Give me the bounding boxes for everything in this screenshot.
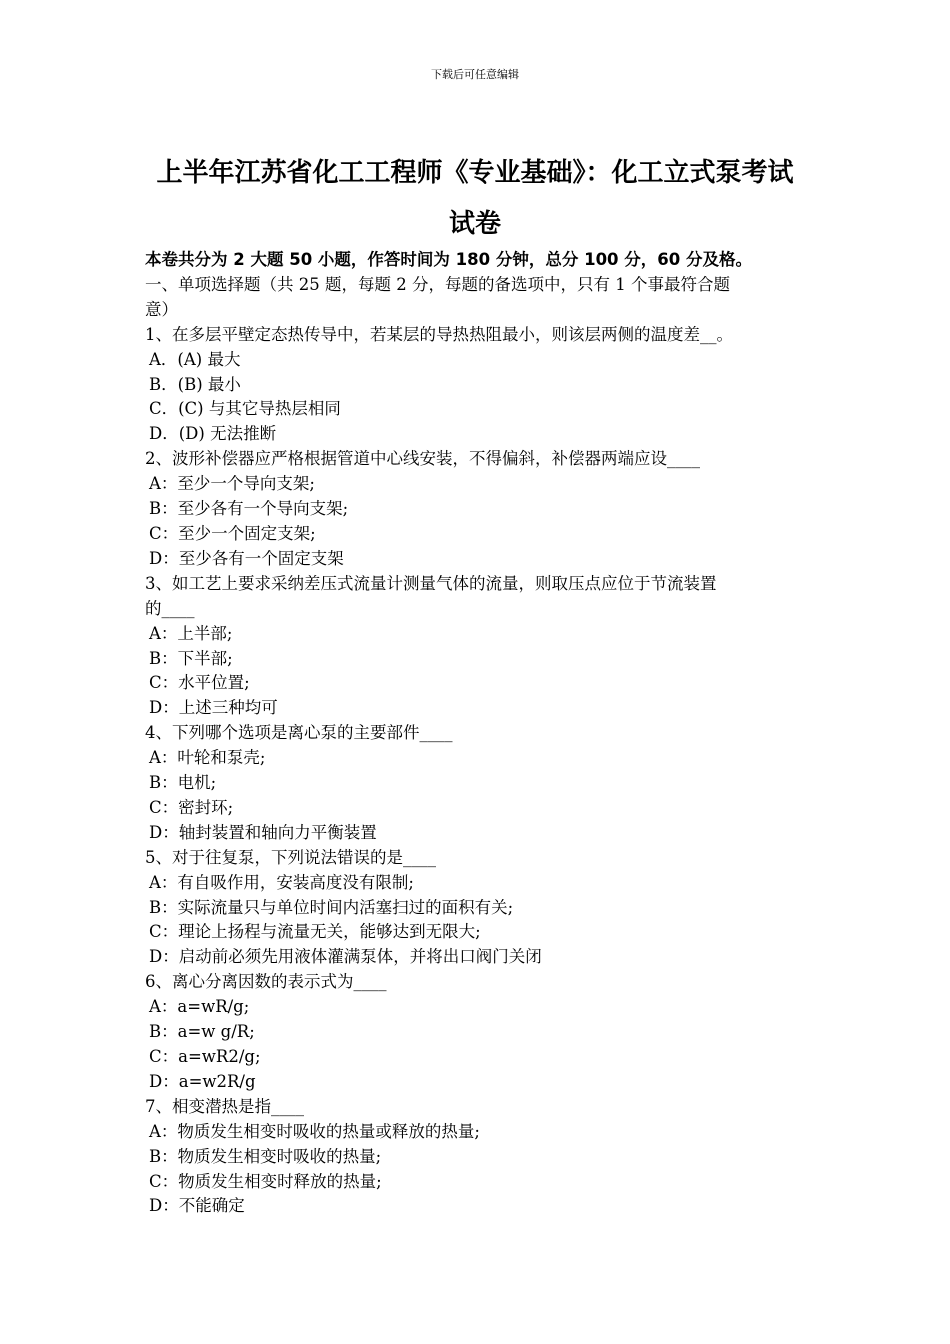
question-3 (145, 572, 825, 721)
question-6 (145, 970, 825, 1095)
option-c: C：至少一个固定支架; (149, 523, 316, 543)
question-7 (145, 1095, 825, 1220)
question-4 (145, 721, 825, 846)
option-b: B：a=w g/R; (149, 1022, 255, 1042)
option-d: D：启动前必须先用液体灌满泵体，并将出口阀门关闭 (149, 947, 542, 967)
option-a: A：上半部; (149, 623, 233, 643)
option-b: B：物质发生相变时吸收的热量; (149, 1146, 382, 1166)
option-b: B：至少各有一个导向支架; (149, 499, 349, 519)
option-c: C：物质发生相变时释放的热量; (149, 1171, 382, 1191)
exam-content (145, 248, 825, 1219)
question-stem: 6、离心分离因数的表示式为____ (145, 972, 387, 992)
document-title-line-1: 上半年江苏省化工工程师《专业基础》：化工立式泵考试 (156, 158, 794, 188)
section-heading-line-1: 一、单项选择题（共 25 题，每题 2 分，每题的备选项中，只有 1 个事最符合题 (145, 274, 730, 294)
option-a: A：a=wR/g; (149, 997, 250, 1017)
option-b: B：电机; (149, 773, 217, 793)
option-c: C．(C) 与其它导热层相同 (149, 399, 341, 419)
question-stem: 7、相变潜热是指____ (145, 1096, 304, 1116)
option-a: A：有自吸作用，安装高度没有限制; (149, 872, 414, 892)
question-5 (145, 846, 825, 971)
option-d: D：a=w2R/g (149, 1071, 256, 1091)
option-a: A．(A) 最大 (149, 349, 241, 369)
option-d: D：轴封装置和轴向力平衡装置 (149, 822, 377, 842)
option-a: A：至少一个导向支架; (149, 474, 315, 494)
option-b: B：下半部; (149, 648, 233, 668)
document-title-line-2: 试卷 (448, 209, 501, 239)
question-stem: 1、在多层平壁定态热传导中，若某层的导热热阻最小，则该层两侧的温度差__。 (145, 324, 733, 344)
question-stem: 5、对于往复泵，下列说法错误的是____ (145, 847, 436, 867)
header-note: 下载后可任意编辑 (431, 68, 519, 81)
question-stem-line-1: 3、如工艺上要求采纳差压式流量计测量气体的流量，则取压点应位于节流装置 (145, 573, 717, 593)
question-1 (145, 323, 825, 448)
option-d: D：不能确定 (149, 1196, 245, 1216)
option-a: A：叶轮和泵壳; (149, 748, 266, 768)
option-d: D：上述三种均可 (149, 698, 278, 718)
question-stem: 4、下列哪个选项是离心泵的主要部件____ (145, 723, 453, 743)
option-c: C：密封环; (149, 797, 234, 817)
question-stem: 2、波形补偿器应严格根据管道中心线安装，不得偏斜，补偿器两端应设____ (145, 449, 700, 469)
option-a: A：物质发生相变时吸收的热量或释放的热量; (149, 1121, 480, 1141)
exam-summary: 本卷共分为 2 大题 50 小题，作答时间为 180 分钟，总分 100 分，60 分及格。 (145, 250, 752, 269)
option-d: D．(D) 无法推断 (149, 424, 277, 444)
option-d: D：至少各有一个固定支架 (149, 548, 344, 568)
option-b: B：实际流量只与单位时间内活塞扫过的面积有关; (149, 897, 514, 917)
option-c: C：理论上扬程与流量无关，能够达到无限大; (149, 922, 481, 942)
option-b: B．(B) 最小 (149, 374, 241, 394)
option-c: C：水平位置; (149, 673, 250, 693)
option-c: C：a=wR2/g; (149, 1047, 261, 1066)
section-heading-line-2: 意） (145, 299, 178, 319)
question-2 (145, 447, 825, 572)
question-stem-line-2: 的____ (145, 598, 195, 618)
